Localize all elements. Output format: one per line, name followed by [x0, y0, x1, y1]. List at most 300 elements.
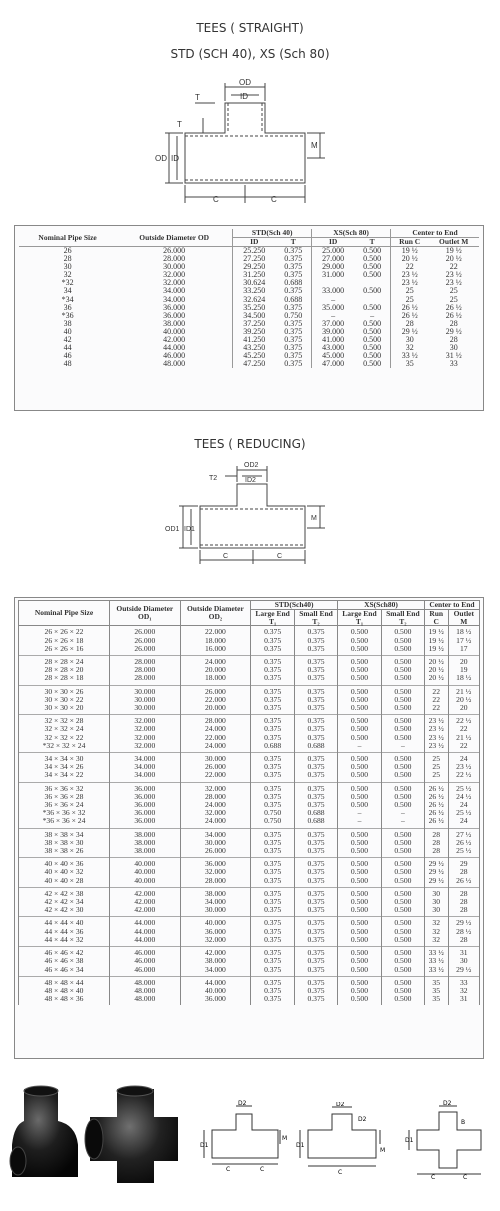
table-cell: 0.500	[381, 626, 424, 637]
table-cell: 41.250	[233, 336, 276, 344]
table-cell: 24	[448, 817, 479, 828]
table-cell: 36.000	[180, 858, 251, 869]
table-cell: 0.375	[251, 887, 295, 898]
table-cell: 36.000	[163, 302, 186, 312]
table-cell: 0.375	[251, 898, 295, 906]
table-cell: 42 × 42 × 30	[19, 906, 110, 917]
table-cell: 28	[424, 839, 448, 847]
table-row	[19, 936, 480, 947]
table-cell: 0.500	[381, 801, 424, 809]
table-cell: 20 ½	[390, 255, 428, 263]
table-cell: 0.750	[284, 310, 303, 320]
table-cell: 37.250	[233, 320, 276, 328]
t-label-top: T	[195, 93, 200, 102]
table-cell: 0.500	[338, 906, 382, 917]
col-r-std: STD(Sch40)	[251, 601, 338, 610]
table-cell: 44	[63, 343, 72, 353]
table-cell: 0.500	[338, 637, 382, 645]
table-cell: 34 × 34 × 26	[19, 763, 110, 771]
table-cell: 0.375	[295, 839, 338, 847]
table-cell: 0.500	[381, 685, 424, 696]
table-cell: 32	[424, 917, 448, 928]
table-cell: 0.688	[284, 294, 303, 304]
table-cell: 0.500	[338, 957, 382, 965]
table-cell: 30.000	[110, 696, 181, 704]
table-cell: 22	[448, 725, 479, 733]
table-cell: 0.375	[295, 898, 338, 906]
table-cell: 0.375	[295, 637, 338, 645]
table-cell: 0.500	[381, 928, 424, 936]
table-cell: –	[370, 310, 375, 320]
cross-drawing	[405, 1100, 495, 1180]
d2-label-1: D2	[238, 1100, 247, 1107]
table-cell: 29 ½	[445, 326, 462, 336]
c-label-1: C	[226, 1166, 231, 1173]
table-cell: 34.000	[163, 294, 186, 304]
reducing-tee-dimension-drawing	[165, 458, 340, 568]
col-xs-id: ID	[312, 238, 355, 247]
table-cell: 44 × 44 × 40	[19, 917, 110, 928]
table-cell: 0.375	[251, 782, 295, 793]
table-cell: 25	[424, 753, 448, 764]
table-cell: 0.375	[295, 828, 338, 839]
table-cell: 34 × 34 × 22	[19, 771, 110, 782]
table-cell: 46 × 46 × 38	[19, 957, 110, 965]
table-cell: 48.000	[110, 987, 181, 995]
black-steel-cross-photo	[82, 1083, 182, 1188]
table-cell: 32	[424, 936, 448, 947]
table-cell: 0.500	[381, 995, 424, 1005]
t2-label: T2	[209, 475, 218, 482]
table-cell: 26 ½	[448, 839, 479, 847]
table-cell: 0.500	[381, 847, 424, 858]
table-cell: 0.500	[381, 887, 424, 898]
table-cell: 28 × 28 × 20	[19, 666, 110, 674]
straight-tee-dimension-drawing	[155, 73, 335, 208]
table-cell: 40	[63, 326, 72, 336]
table-cell: 40.000	[110, 858, 181, 869]
table-cell: *32	[61, 278, 74, 288]
table-cell: 44.000	[110, 936, 181, 947]
table-cell: 0.375	[284, 326, 303, 336]
table-cell: 44 × 44 × 36	[19, 928, 110, 936]
table-cell: 0.375	[251, 674, 295, 685]
table-cell: 0.500	[381, 674, 424, 685]
table-cell: 26 × 26 × 18	[19, 637, 110, 645]
col-r-std-small: Small End T₂	[295, 609, 338, 626]
table-cell: 24.000	[180, 656, 251, 667]
table-row	[19, 626, 480, 637]
table-cell: 0.375	[295, 936, 338, 947]
table-cell: 0.375	[295, 917, 338, 928]
table-cell: 0.500	[338, 898, 382, 906]
table-cell: 26 × 26 × 22	[19, 626, 110, 637]
table-cell: 36 × 36 × 32	[19, 782, 110, 793]
table-cell: 0.500	[363, 326, 382, 336]
table-cell: 0.500	[381, 868, 424, 876]
table-cell: 34.000	[110, 763, 181, 771]
table-cell: 23 ½	[445, 278, 462, 288]
table-cell: 0.375	[251, 645, 295, 656]
table-cell: 29 ½	[448, 966, 479, 977]
table-cell: 36 × 36 × 24	[19, 801, 110, 809]
table-cell: 0.375	[284, 254, 303, 264]
table-cell: 0.375	[251, 917, 295, 928]
table-cell: 0.375	[251, 928, 295, 936]
table-cell: 24 ½	[448, 793, 479, 801]
table-cell: 28	[448, 898, 479, 906]
table-cell: 40 × 40 × 28	[19, 877, 110, 888]
d1-label-2: D1	[296, 1142, 305, 1149]
table-cell: 30	[390, 336, 428, 344]
table-cell: 0.500	[381, 666, 424, 674]
table-cell: 28	[390, 320, 428, 328]
table-cell: 34.000	[110, 753, 181, 764]
table-cell: 0.500	[381, 763, 424, 771]
table-cell: 26 ½	[424, 801, 448, 809]
table-cell: 36.000	[110, 817, 181, 828]
table-cell: 20.000	[180, 704, 251, 715]
table-cell: 48.000	[110, 995, 181, 1005]
table-cell: 0.375	[251, 725, 295, 733]
table-cell: 0.500	[363, 318, 382, 328]
table-cell: 26.000	[180, 685, 251, 696]
table-cell: 29 ½	[424, 868, 448, 876]
table-cell: 30.000	[180, 906, 251, 917]
table-cell: 36.000	[163, 310, 186, 320]
table-cell: 32.000	[163, 278, 186, 288]
col-r-nominal: Nominal Pipe Size	[19, 601, 110, 626]
table-cell: 40.000	[180, 917, 251, 928]
table-cell: 31.000	[312, 271, 355, 279]
table-cell: 30.000	[180, 839, 251, 847]
table-cell: 0.500	[363, 335, 382, 345]
table-cell: 0.750	[251, 809, 295, 817]
table-cell: 33 ½	[424, 947, 448, 958]
table-cell: 30	[448, 957, 479, 965]
table-cell: 0.375	[295, 976, 338, 987]
col-r-std-large: Large End T₁	[251, 609, 295, 626]
table-cell: 0.500	[338, 947, 382, 958]
table-cell: 28	[449, 318, 458, 328]
table-cell: –	[312, 312, 355, 320]
table-cell: 30.000	[110, 704, 181, 715]
table-cell: 30	[424, 887, 448, 898]
table-cell: 29	[448, 858, 479, 869]
table-cell: 26.000	[110, 637, 181, 645]
table-cell: 0.500	[338, 839, 382, 847]
table-cell: 48.000	[110, 976, 181, 987]
table-cell: 28 ½	[448, 928, 479, 936]
table-cell: 0.500	[338, 966, 382, 977]
straight-tees-title: TEES ( STRAIGHT)	[196, 21, 304, 35]
table-cell: 0.375	[251, 877, 295, 888]
table-cell: 42	[63, 335, 72, 345]
col-xs-t: T	[354, 238, 390, 247]
table-cell: 35	[424, 987, 448, 995]
table-cell: 23 ½	[424, 734, 448, 742]
table-cell: 0.500	[338, 917, 382, 928]
table-cell: 0.375	[295, 782, 338, 793]
table-cell: 38.000	[110, 847, 181, 858]
table-cell: 0.500	[381, 645, 424, 656]
table-cell: 0.375	[295, 666, 338, 674]
table-row	[19, 742, 480, 753]
table-cell: 26 ½	[445, 302, 462, 312]
table-cell: 0.500	[381, 704, 424, 715]
table-cell: 0.375	[295, 928, 338, 936]
table-cell: 46	[63, 351, 72, 361]
table-row	[19, 847, 480, 858]
table-cell: 0.500	[338, 868, 382, 876]
table-cell: 38 × 38 × 30	[19, 839, 110, 847]
table-cell: 0.375	[251, 947, 295, 958]
table-cell: 36 × 36 × 28	[19, 793, 110, 801]
table-cell: 0.375	[295, 858, 338, 869]
table-cell: 36.000	[110, 782, 181, 793]
table-cell: 0.375	[251, 666, 295, 674]
table-cell: 26 ½	[448, 877, 479, 888]
table-cell: 36.000	[110, 793, 181, 801]
table-cell: 25 ½	[448, 809, 479, 817]
col-r-od2: Outside Diameter OD₂	[180, 601, 251, 626]
table-cell: 28.000	[110, 674, 181, 685]
table-cell: 0.375	[251, 704, 295, 715]
d1-label-3: D1	[405, 1137, 414, 1144]
table-cell: 37.000	[312, 320, 355, 328]
table-cell: 26.000	[180, 763, 251, 771]
table-cell: 0.375	[251, 801, 295, 809]
c-label-red-left: C	[223, 553, 229, 560]
table-cell: 42 × 42 × 38	[19, 887, 110, 898]
table-cell: 30	[424, 898, 448, 906]
col-r-run: Run C	[424, 609, 448, 626]
c-label-2: C	[260, 1166, 265, 1173]
table-cell: 39.000	[312, 328, 355, 336]
table-cell: 23 ½	[424, 742, 448, 753]
table-cell: 44.000	[110, 928, 181, 936]
table-cell: 32	[63, 270, 72, 280]
table-cell: 26.000	[163, 246, 186, 255]
table-cell: 0.688	[251, 742, 295, 753]
table-cell: 35	[424, 976, 448, 987]
table-cell: 0.375	[251, 966, 295, 977]
table-cell: 0.500	[381, 917, 424, 928]
table-cell: 0.375	[284, 359, 303, 369]
table-cell: 40 × 40 × 32	[19, 868, 110, 876]
table-cell: 33.000	[312, 287, 355, 295]
table-cell: 23 ½	[424, 725, 448, 733]
table-row	[19, 645, 480, 656]
table-cell: 29 ½	[424, 858, 448, 869]
table-cell: 26 ½	[390, 304, 428, 312]
table-cell: 25	[449, 294, 458, 304]
table-cell: 34.000	[180, 828, 251, 839]
m-label: M	[311, 141, 318, 150]
table-cell: 44.000	[180, 976, 251, 987]
table-cell: 0.375	[295, 847, 338, 858]
col-r-od1: Outside Diameter OD₁	[110, 601, 181, 626]
table-cell: 0.375	[284, 351, 303, 361]
c-label-left: C	[213, 195, 219, 204]
table-cell: 0.500	[363, 351, 382, 361]
table-cell: 40.000	[163, 326, 186, 336]
t-label-side: T	[177, 120, 182, 129]
d2-label-2: D2	[336, 1102, 345, 1108]
table-cell: 17	[448, 645, 479, 656]
table-cell: 0.375	[295, 645, 338, 656]
table-cell: 0.375	[284, 335, 303, 345]
table-cell: 0.375	[295, 906, 338, 917]
table-cell: 30.000	[110, 685, 181, 696]
table-cell: 0.500	[381, 637, 424, 645]
table-cell: 0.500	[338, 936, 382, 947]
table-cell: 0.500	[338, 734, 382, 742]
table-cell: 0.375	[295, 763, 338, 771]
table-cell: 0.500	[338, 666, 382, 674]
table-cell: 35.000	[312, 304, 355, 312]
table-cell: 0.375	[251, 847, 295, 858]
table-cell: 20	[448, 704, 479, 715]
table-cell: 25.250	[233, 247, 276, 256]
col-r-xs-small: Small End T₂	[381, 609, 424, 626]
table-cell: 0.688	[295, 809, 338, 817]
table-cell: 19 ½	[424, 637, 448, 645]
table-cell: 43.000	[312, 344, 355, 352]
table-cell: 48 × 48 × 40	[19, 987, 110, 995]
table-cell: 26	[63, 246, 72, 255]
table-cell: 25	[449, 286, 458, 296]
m-label-reducing: M	[311, 515, 317, 522]
table-cell: 0.375	[295, 801, 338, 809]
table-cell: 0.500	[381, 966, 424, 977]
table-cell: 18 ½	[448, 674, 479, 685]
table-cell: 42.000	[110, 906, 181, 917]
table-cell: –	[381, 817, 424, 828]
table-row	[19, 704, 480, 715]
table-cell: 0.375	[295, 966, 338, 977]
table-cell: 0.375	[251, 976, 295, 987]
table-cell: 34.000	[180, 898, 251, 906]
table-cell: 45.000	[312, 352, 355, 360]
table-cell: 0.375	[284, 302, 303, 312]
table-cell: 0.500	[338, 763, 382, 771]
table-cell: 28	[448, 887, 479, 898]
table-cell: –	[381, 742, 424, 753]
col-r-xs: XS(Sch80)	[338, 601, 425, 610]
c-label-4: C	[431, 1174, 436, 1180]
table-cell: 0.500	[381, 957, 424, 965]
table-cell: 28	[448, 936, 479, 947]
table-cell: 38.000	[163, 318, 186, 328]
table-cell: 18.000	[180, 637, 251, 645]
table-cell: 36.000	[180, 928, 251, 936]
table-cell: 24.000	[180, 801, 251, 809]
straight-tee-drawing	[296, 1102, 386, 1177]
table-cell: 36.000	[110, 809, 181, 817]
table-cell: 25 ½	[448, 782, 479, 793]
table-cell: 0.500	[381, 734, 424, 742]
straight-tees-table	[14, 225, 484, 411]
table-cell: 0.375	[251, 957, 295, 965]
table-cell: *36 × 36 × 32	[19, 809, 110, 817]
table-cell: 0.500	[338, 656, 382, 667]
c-label-3: C	[338, 1169, 343, 1176]
table-cell: 44.000	[163, 343, 186, 353]
table-cell: 0.500	[381, 828, 424, 839]
col-std: STD(Sch 40)	[233, 229, 312, 238]
table-cell: 42.000	[110, 887, 181, 898]
table-cell: 0.500	[381, 696, 424, 704]
table-cell: 0.375	[284, 286, 303, 296]
table-cell: 36.000	[180, 995, 251, 1005]
table-cell: 0.375	[251, 936, 295, 947]
table-cell: 16.000	[180, 645, 251, 656]
table-cell: 0.500	[381, 656, 424, 667]
table-cell: 40 × 40 × 36	[19, 858, 110, 869]
table-cell: 34.000	[110, 771, 181, 782]
table-cell: 31	[448, 947, 479, 958]
table-cell: 0.500	[381, 936, 424, 947]
table-cell: 22	[449, 262, 458, 272]
table-cell: 23 ½	[448, 763, 479, 771]
table-cell: 38.000	[110, 828, 181, 839]
table-cell: 0.500	[338, 793, 382, 801]
table-cell: 0.500	[338, 782, 382, 793]
table-cell: 34.500	[233, 312, 276, 320]
id-label-left: ID	[171, 154, 179, 163]
col-nominal: Nominal Pipe Size	[38, 232, 97, 242]
table-cell: 28	[424, 828, 448, 839]
table-cell: 0.500	[338, 704, 382, 715]
table-cell: 0.375	[295, 957, 338, 965]
table-cell: 0.375	[295, 947, 338, 958]
d2-label-3: D2	[358, 1116, 367, 1123]
table-cell: 0.500	[338, 674, 382, 685]
table-cell: 0.500	[381, 715, 424, 726]
table-row	[19, 801, 480, 809]
table-cell: 22	[424, 704, 448, 715]
table-cell: 36.000	[110, 801, 181, 809]
table-cell: 26.000	[110, 645, 181, 656]
table-cell: 45.250	[233, 352, 276, 360]
table-cell: 44.000	[110, 917, 181, 928]
table-cell: 33	[448, 976, 479, 987]
table-cell: 0.750	[251, 817, 295, 828]
table-cell: 32.000	[180, 868, 251, 876]
table-cell: 0.500	[363, 246, 382, 255]
table-cell: 39.250	[233, 328, 276, 336]
table-cell: 32.000	[180, 782, 251, 793]
table-cell: 0.500	[363, 262, 382, 272]
table-cell: 25	[390, 287, 428, 295]
table-cell: 0.500	[381, 906, 424, 917]
table-cell: 30	[449, 343, 458, 353]
table-cell: 0.500	[338, 847, 382, 858]
table-cell: –	[338, 809, 382, 817]
table-cell: 38.000	[180, 887, 251, 898]
table-cell: 43.250	[233, 344, 276, 352]
table-row	[19, 809, 480, 817]
table-cell: 46.000	[110, 957, 181, 965]
table-cell: 48.000	[163, 359, 186, 369]
table-cell: 35.250	[233, 304, 276, 312]
table-cell: 0.375	[295, 887, 338, 898]
table-cell: –	[312, 296, 355, 304]
table-row	[19, 995, 480, 1005]
table-cell: 0.500	[338, 771, 382, 782]
table-cell: 29.250	[233, 263, 276, 271]
